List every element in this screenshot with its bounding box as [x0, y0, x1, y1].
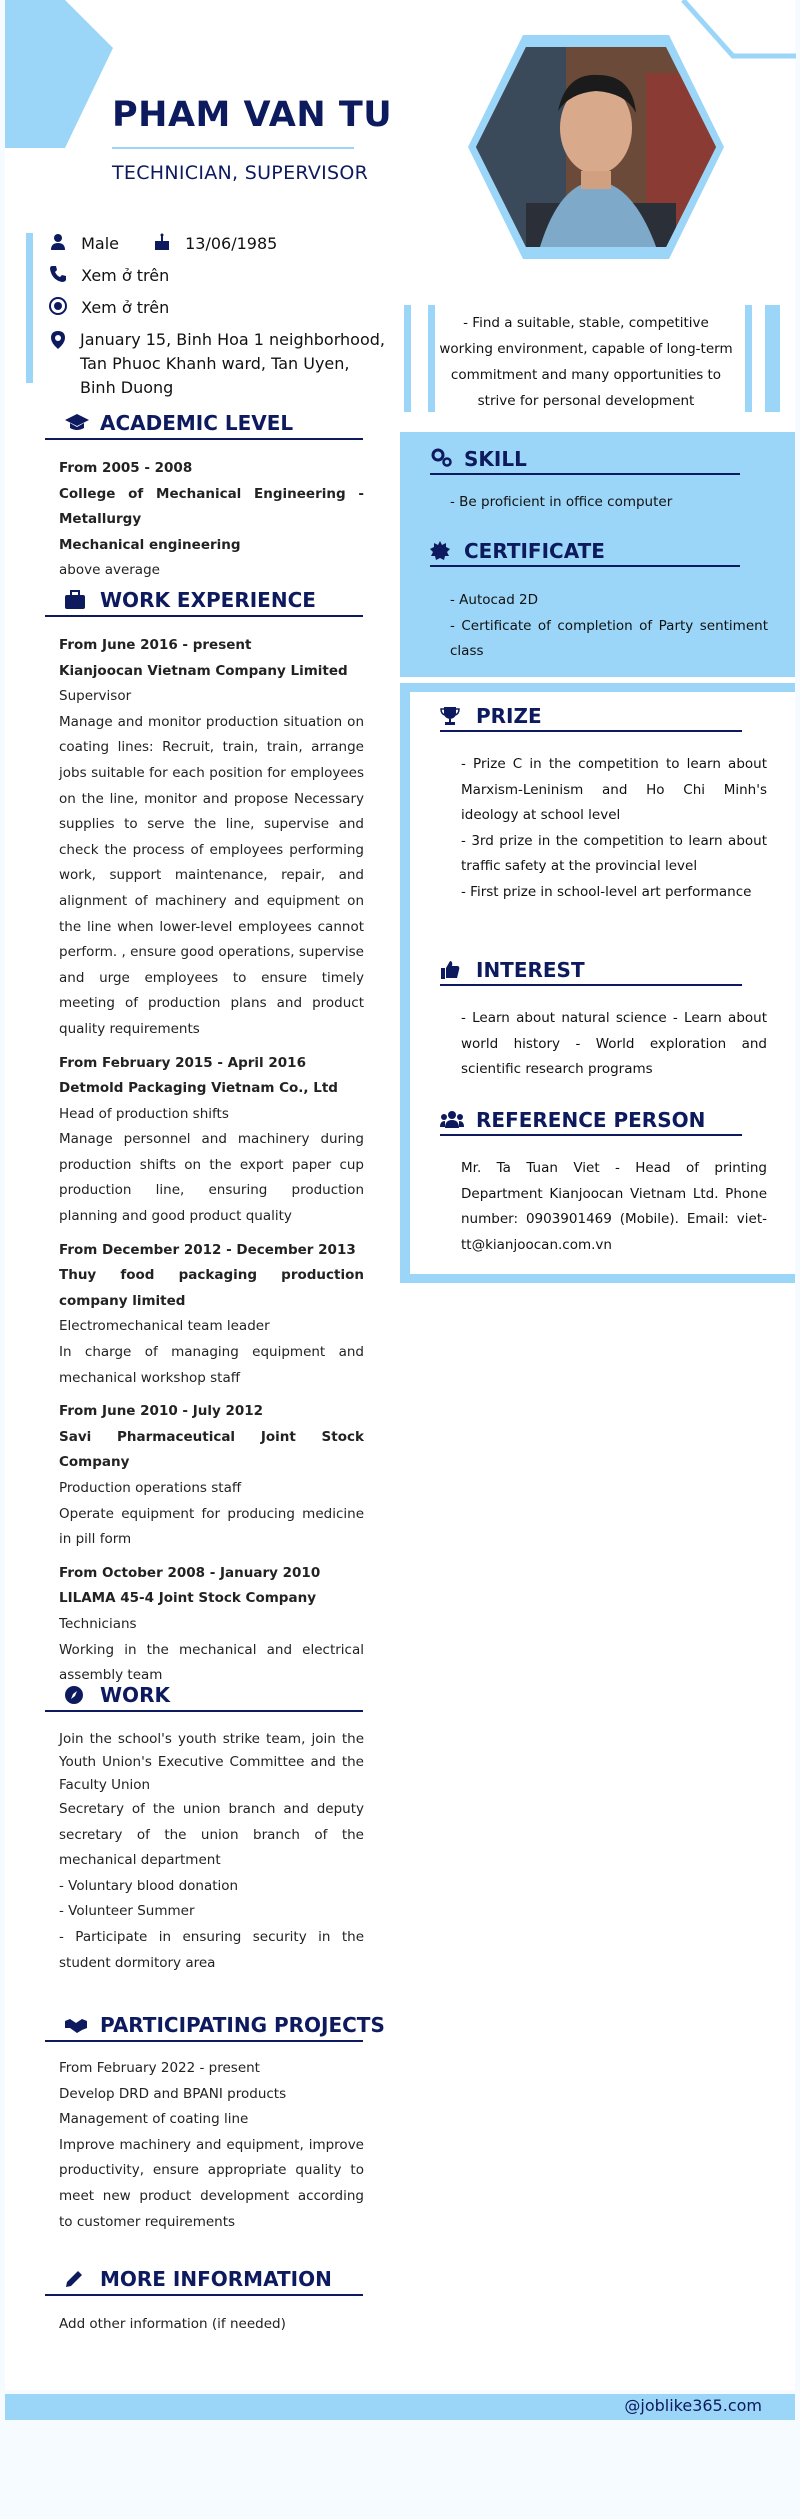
experience-item [59, 1051, 364, 1230]
project-role: Management of coating line [59, 2111, 249, 2128]
experience-item [59, 1561, 364, 1689]
trophy-icon [440, 706, 460, 726]
reference-text: Mr. Ta Tuan Viet - Head of printing Department Kianjoocan Vietnam Ltd. Phone number: 0903901469 (Mobile). Email: viet-tt@kianjoocan.com.vn [461, 1160, 767, 1253]
gears-icon [430, 447, 454, 467]
experience-description: Manage and monitor production situation on coating lines: Recruit, train, train, arrange jobs suitable for each position for employees on the line, monitor and propose Necessary supplies to serve the line, supervise and check the process of employees performing work, support maintenance, repair, and alignment of machinery and equipment on the line when lower-level employees cannot perform. , ensure good operations, supervise and urge employees to ensure timely meeting of production plans and product quality requirements [59, 713, 364, 1037]
work-divider [45, 1710, 363, 1712]
certificate-line: - Autocad 2D [450, 592, 539, 608]
email-value: Xem ở trên [81, 298, 170, 317]
contact-accent-bar [26, 233, 33, 383]
objective-bar-left [404, 305, 411, 412]
academic-period: From 2005 - 2008 [59, 460, 193, 476]
certificate-badge-icon [430, 541, 450, 561]
certificate-section [450, 588, 768, 665]
academic-school: College of Mechanical Engineering - Metallurgy [59, 485, 364, 528]
address-row [48, 328, 386, 400]
interest-divider [440, 984, 742, 986]
academic-grade: above average [59, 562, 160, 579]
prize-line: - First prize in school-level art performance [461, 883, 752, 900]
projects-heading-row [64, 2013, 385, 2037]
experience-heading: WORK EXPERIENCE [100, 588, 316, 612]
reference-heading-row [440, 1108, 705, 1132]
experience-period: From June 2010 - July 2012 [59, 1403, 264, 1420]
experience-company: Savi Pharmaceutical Joint Stock Company [59, 1428, 364, 1471]
gender-row [48, 232, 119, 253]
projects-divider [45, 2040, 363, 2042]
handshake-icon [64, 2015, 88, 2035]
experience-divider [45, 615, 363, 617]
interest-heading-row [440, 958, 585, 982]
interest-heading: INTEREST [476, 958, 585, 982]
skill-heading: SKILL [464, 447, 527, 471]
phone-row [48, 264, 169, 285]
experience-period: From February 2015 - April 2016 [59, 1054, 306, 1071]
work-line: - Voluntary blood donation [59, 1877, 239, 1894]
work-line: - Participate in ensuring security in the student dormitory area [59, 1928, 364, 1971]
candidate-name: PHAM VAN TU [112, 95, 393, 135]
phone-value: Xem ở trên [81, 266, 170, 285]
experience-period: From June 2016 - present [59, 637, 252, 653]
experience-item [59, 1238, 364, 1392]
objective-bar-right [745, 305, 752, 412]
graduation-cap-icon [64, 413, 90, 433]
skill-text: - Be proficient in office computer [450, 494, 673, 510]
experience-position: Technicians [59, 1615, 137, 1632]
experience-heading-row [64, 588, 316, 612]
compass-icon [64, 1685, 84, 1705]
work-line: Join the school's youth strike team, join the Youth Union's Executive Committee and the Faculty Union [59, 1731, 364, 1793]
frame-bottom [400, 1274, 795, 1283]
email-icon [48, 296, 68, 316]
experience-description: Working in the mechanical and electrical assembly team [59, 1641, 364, 1684]
gender-value: Male [81, 234, 119, 253]
career-objective: - Find a suitable, stable, competitive working environment, capable of long-term commitment and many opportunities to strive for personal development [439, 315, 733, 409]
experience-company: Kianjoocan Vietnam Company Limited [59, 662, 348, 679]
skill-heading-row [430, 447, 527, 471]
prize-heading: PRIZE [476, 704, 542, 728]
more-info-divider [45, 2294, 363, 2296]
project-period: From February 2022 - present [59, 2060, 260, 2076]
objective-bar-right-2 [765, 305, 780, 412]
title-divider [112, 147, 354, 149]
more-info-heading-row [64, 2267, 332, 2291]
more-info-heading: MORE INFORMATION [100, 2267, 332, 2291]
work-heading: WORK [100, 1683, 170, 1707]
email-row [48, 296, 169, 317]
pencil-icon [64, 2269, 84, 2289]
skill-divider [430, 473, 740, 475]
thumbs-up-icon [440, 960, 460, 980]
objective-bar-left-2 [428, 305, 435, 412]
experience-position: Production operations staff [59, 1480, 242, 1496]
experience-list [59, 633, 364, 1689]
work-line: Secretary of the union branch and deputy secretary of the union branch of the mechanical department [59, 1801, 364, 1869]
briefcase-icon [64, 590, 86, 610]
frame-left [400, 683, 410, 1283]
avatar [466, 33, 726, 261]
phone-icon [48, 264, 68, 284]
projects-heading: PARTICIPATING PROJECTS [100, 2013, 385, 2037]
prize-line: - 3rd prize in the competition to learn about traffic safety at the provincial level [461, 832, 767, 875]
academic-heading: ACADEMIC LEVEL [100, 411, 294, 435]
experience-position: Head of production shifts [59, 1105, 229, 1122]
experience-description: Manage personnel and machinery during production shifts on the export paper cup production line, ensuring production planning and good product quality [59, 1131, 364, 1225]
footer-website[interactable]: @joblike365.com [624, 2396, 762, 2415]
certificate-line: - Certificate of completion of Party sentiment class [450, 617, 768, 660]
birthday-row [152, 232, 277, 253]
prize-heading-row [440, 704, 542, 728]
experience-position: Supervisor [59, 688, 132, 705]
experience-company: LILAMA 45-4 Joint Stock Company [59, 1590, 316, 1607]
prize-section [461, 752, 767, 906]
work-line: - Volunteer Summer [59, 1903, 195, 1920]
reference-heading: REFERENCE PERSON [476, 1108, 706, 1132]
project-description: Improve machinery and equipment, improve productivity, ensure appropriate quality to meet new product development according to customer requirements [59, 2136, 364, 2230]
work-heading-row [64, 1683, 170, 1707]
frame-top [400, 683, 795, 692]
experience-description: Operate equipment for producing medicine in pill form [59, 1505, 364, 1548]
corner-decoration [5, 0, 115, 150]
experience-item [59, 633, 364, 1043]
users-icon [440, 1110, 464, 1130]
experience-position: Electromechanical team leader [59, 1318, 270, 1335]
project-name: Develop DRD and BPANI products [59, 2085, 287, 2102]
prize-line: - Prize C in the competition to learn about Marxism-Leninism and Ho Chi Minh's ideology at school level [461, 756, 767, 824]
certificate-heading: CERTIFICATE [464, 539, 605, 563]
more-info-text: Add other information (if needed) [59, 2316, 286, 2332]
experience-item [59, 1399, 364, 1553]
birthday-cake-icon [152, 232, 172, 252]
user-icon [48, 232, 68, 252]
birthday-value: 13/06/1985 [185, 234, 278, 253]
experience-period: From December 2012 - December 2013 [59, 1241, 356, 1258]
interest-text: - Learn about natural science - Learn about world history - World exploration and scientific research programs [461, 1010, 767, 1078]
experience-company: Detmold Packaging Vietnam Co., Ltd [59, 1080, 338, 1097]
academic-divider [45, 438, 363, 440]
experience-description: In charge of managing equipment and mechanical workshop staff [59, 1344, 364, 1386]
projects-section [59, 2056, 364, 2235]
prize-divider [440, 730, 742, 732]
experience-period: From October 2008 - January 2010 [59, 1564, 321, 1581]
job-title: TECHNICIAN, SUPERVISOR [112, 162, 369, 184]
academic-section [59, 456, 364, 584]
reference-divider [440, 1134, 742, 1136]
experience-company: Thuy food packaging production company limited [59, 1267, 364, 1309]
address-value: January 15, Binh Hoa 1 neighborhood, Tan Phuoc Khanh ward, Tan Uyen, Binh Duong [80, 330, 385, 397]
certificate-heading-row [430, 539, 605, 563]
work-section [59, 1728, 364, 1976]
academic-heading-row [64, 411, 293, 435]
academic-major: Mechanical engineering [59, 536, 241, 553]
certificate-divider [430, 565, 740, 567]
location-pin-icon [48, 330, 68, 350]
